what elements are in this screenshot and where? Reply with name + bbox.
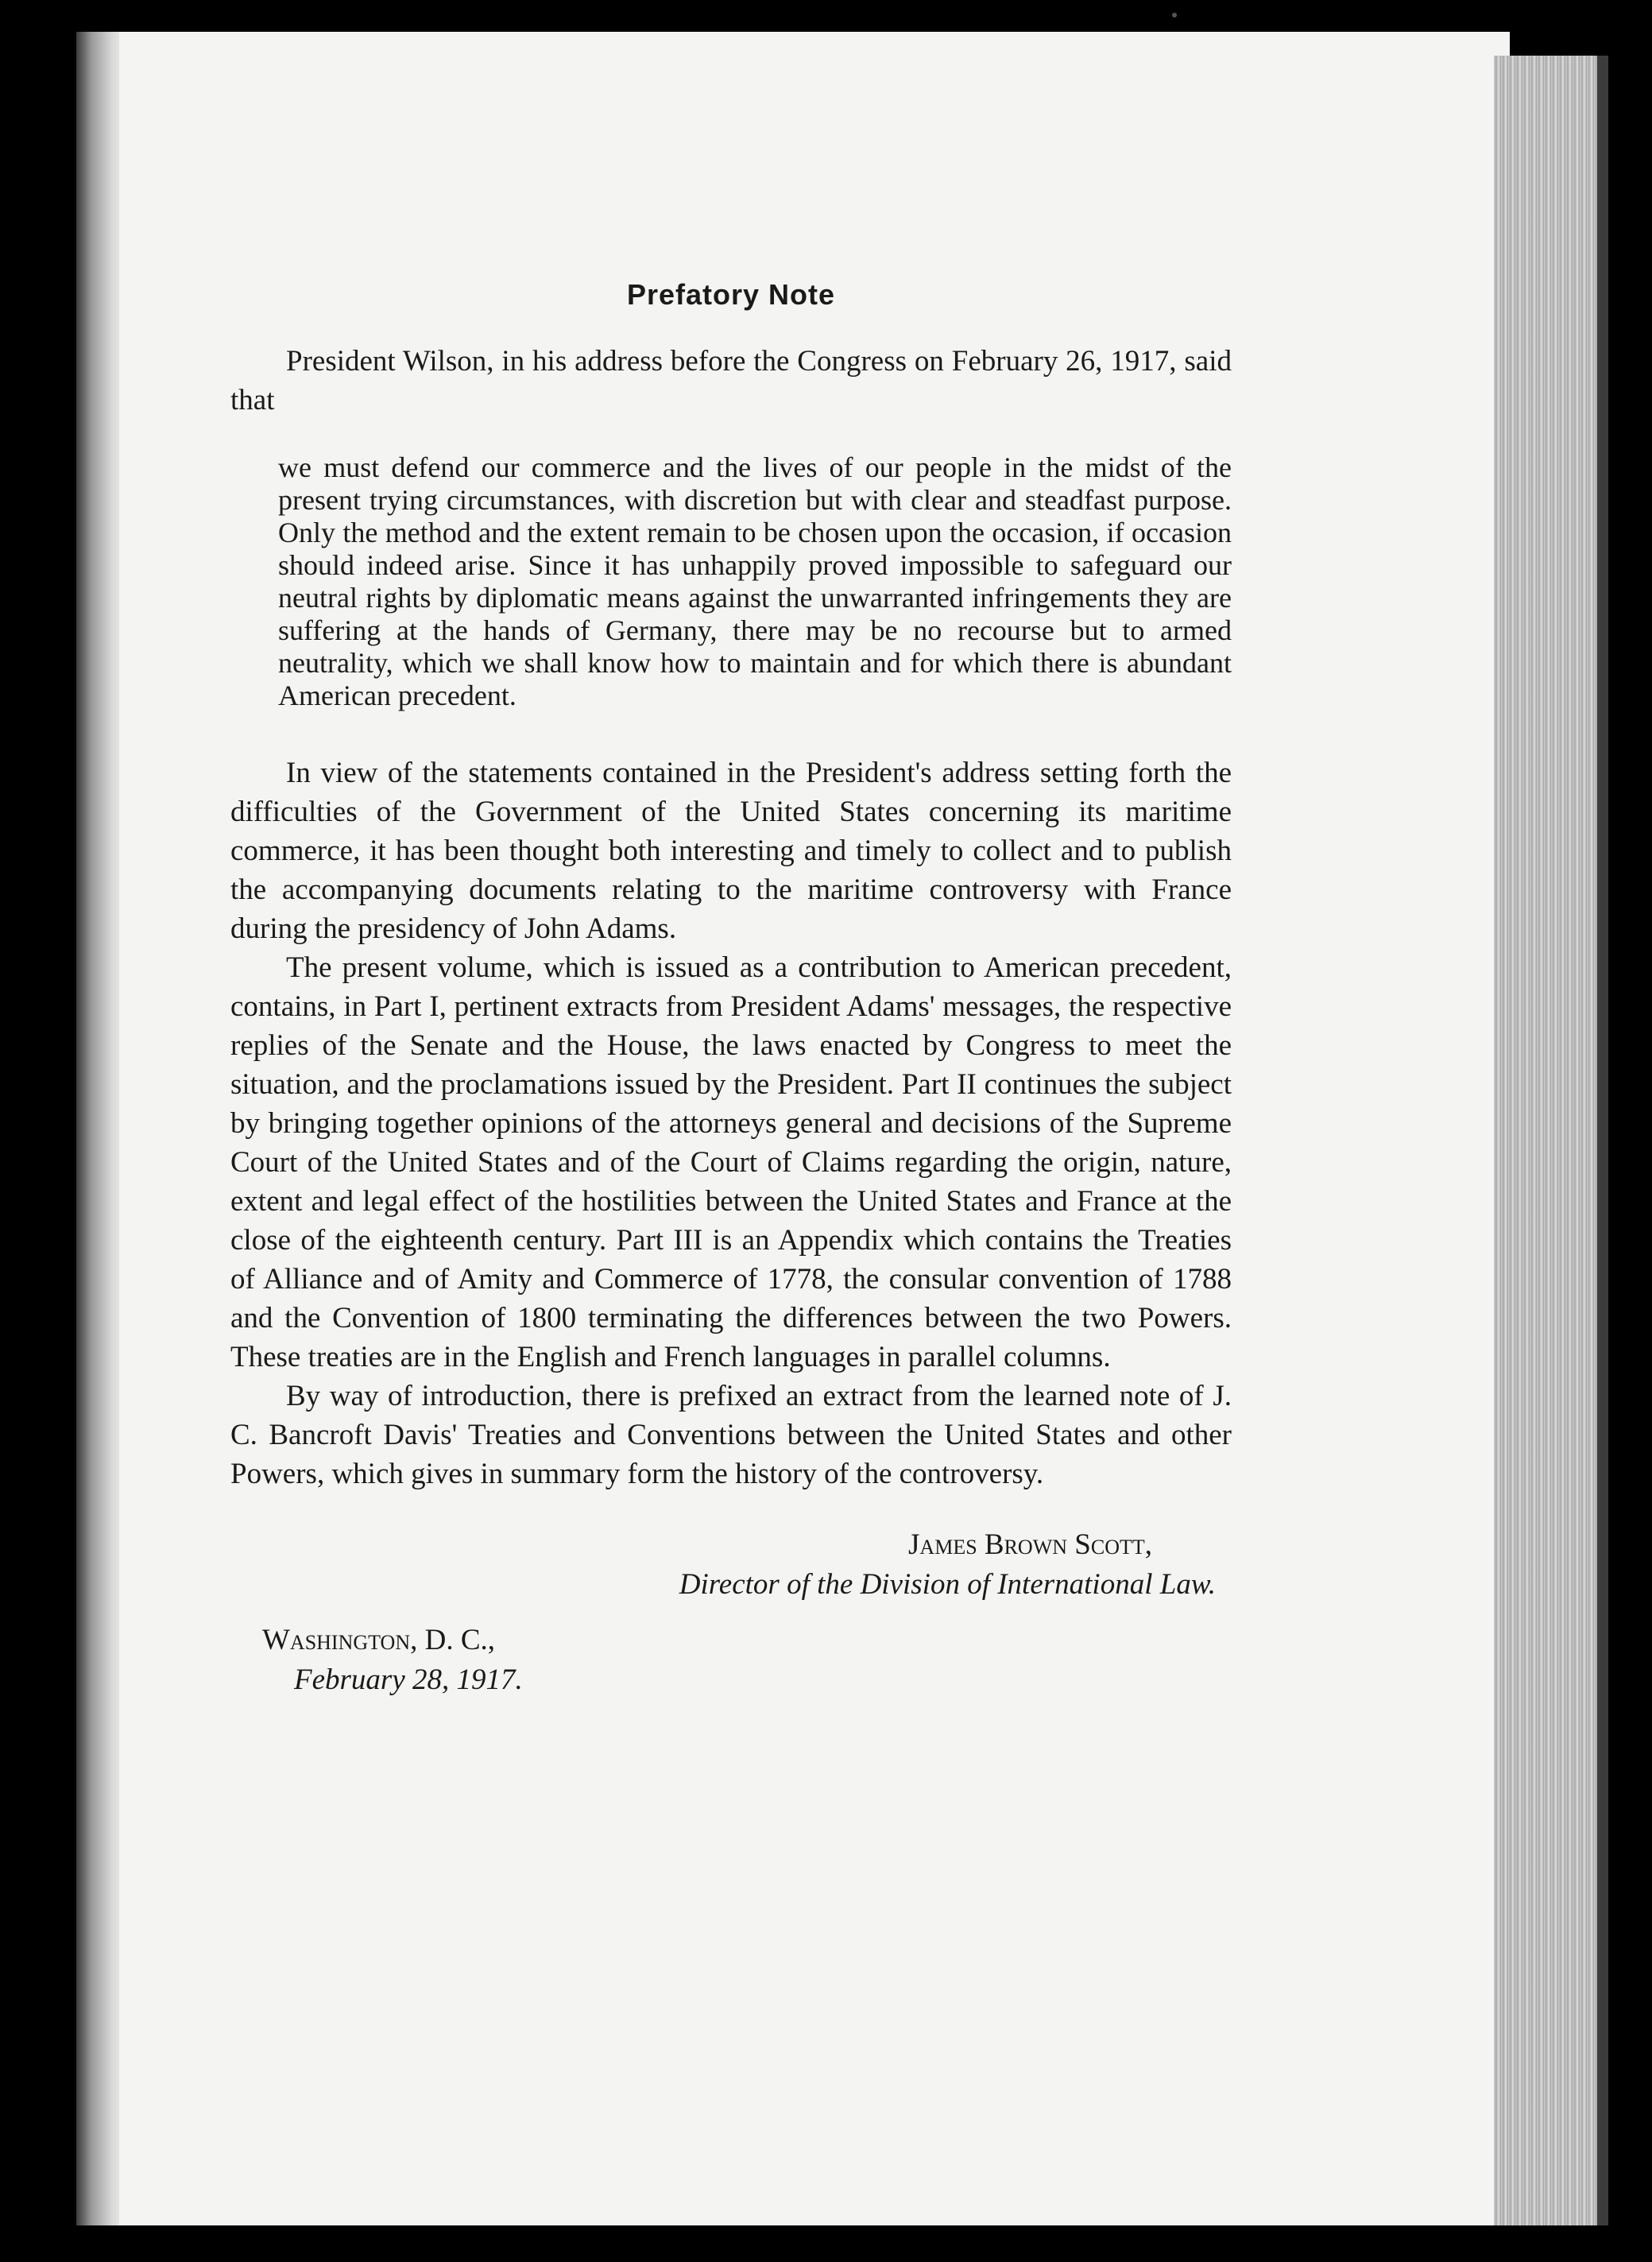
signature-name: James Brown Scott, — [908, 1528, 1152, 1561]
body-paragraph-1: In view of the statements contained in the President's address setting forth the difficulties of the Government of the United States concerning its maritime commerce, it has been thought both interesting and timely to collect and to publish the accompanying documents relating to the maritime controversy with France during the presidency of John Adams. — [230, 757, 1232, 945]
page-content — [230, 278, 1232, 1700]
date-line: February 28, 1917. — [294, 1664, 523, 1696]
signature-block — [230, 1525, 1232, 1700]
body-paragraph-3: By way of introduction, there is prefixed an extract from the learned note of J. C. Bancroft Davis' Treaties and Conventions between the United States and other Powers, which gives in summary form the history of the controversy. — [230, 1380, 1232, 1490]
signature-title: Director of the Division of International Law. — [679, 1568, 1216, 1601]
intro-paragraph: President Wilson, in his address before the Congress on February 26, 1917, said that — [230, 345, 1232, 416]
page-edges — [1494, 56, 1597, 2225]
place-line: Washington, D. C., — [262, 1624, 496, 1656]
book-cover-edge — [1597, 56, 1608, 2225]
block-quote: we must defend our commerce and the lives of our people in the midst of the present trying circumstances, with discretion but with clear and steadfast purpose. Only the method and the extent remain to be chosen upon the occasion, if occasion should indeed arise. Since it has unhappily proved impossible to safeguard our neutral rights by diplomatic means against the unwarranted infringements they are suffering at the hands of Germany, there may be no recourse but to armed neutrality, which we shall know how to maintain and for which there is abundant American precedent. — [278, 451, 1232, 711]
scan-speck — [1172, 13, 1177, 17]
page-title: Prefatory Note — [626, 278, 836, 311]
body-paragraph-2: The present volume, which is issued as a contribution to American precedent, contains, in Part I, pertinent extracts from President Adams' messages, the respective replies of the Senate and the House, the laws enacted by Congress to meet the situation, and the proclamations issued by the President. Part II continues the subject by bringing together opinions of the attorneys general and decisions of the Supreme Court of the United States and of the Court of Claims regarding the origin, nature, extent and legal effect of the hostilities between the United States and France at the close of the eighteenth century. Part III is an Appendix which contains the Treaties of Alliance and of Amity and Commerce of 1778, the consular convention of 1788 and the Convention of 1800 terminating the differences between the two Powers. These treaties are in the English and French languages in parallel columns. — [230, 951, 1232, 1373]
